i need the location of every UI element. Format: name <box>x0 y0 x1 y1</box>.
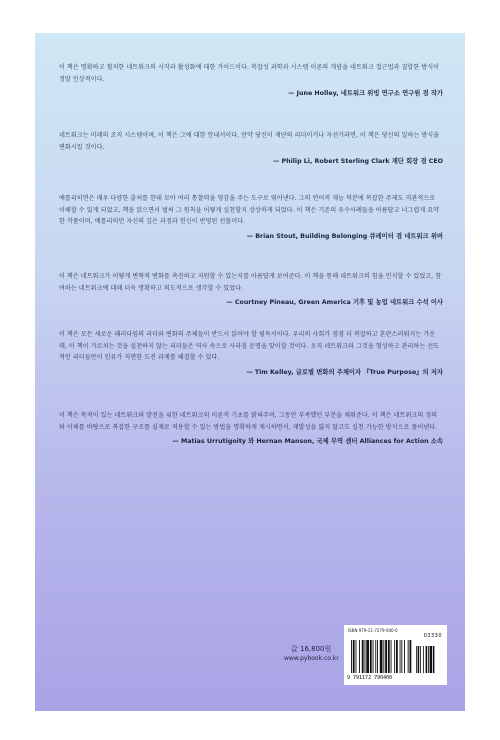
quote-block <box>59 329 443 377</box>
quote-text: 이 책은 네트워크가 어떻게 변혁적 변화를 촉진하고 지원할 수 있는지를 아름답게 보여준다. 이 책을 통해 네트워크의 힘을 인식할 수 있었고, 참여하는 네트워크에 대해 더욱 명확하고 의도적으로 생각할 수 있었다. <box>59 273 442 292</box>
quote-attribution: — Brian Stout, Building Belonging 큐레이터 겸 네트워크 위버 <box>246 232 443 240</box>
quote-text: 네트워크는 미래의 조직 시스템이며, 이 책은 그에 대한 안내서이다. 만약 당신이 재단의 리더이거나 자선가라면, 이 책은 당신의 일하는 방식을 변화시킬 것이다. <box>59 132 440 151</box>
quote-attribution: — Matias Urrutigoity 와 Hernan Manson, 국제 무역 센터 Alliances for Action 소속 <box>172 438 443 445</box>
quote-text: 이 책은 목적이 있는 네트워크와 발전을 위한 네트워크의 이론적 기초를 밝혀주며, 그동안 부족했던 부분을 채워준다. 이 책은 네트워크의 정의와 이해를 바탕으로 복잡한 구조를 실제로 적용할 수 있는 방법을 명확하게 제시하면서, 재발성을 잃지 않고도 실천 가능한 방식으로 풀어낸다. <box>59 412 438 431</box>
quote-block <box>59 62 443 98</box>
quote-attribution: — Tim Kelley, 글로벌 변화의 주체이자 『True Purpose』의 저자 <box>246 368 443 376</box>
quote-attribution: — June Holley, 네트워크 위빙 연구소 연구원 겸 작가 <box>288 90 443 97</box>
quote-text: 이 책은 명확하고 철저한 네트워크의 시작과 활성화에 대한 가이드이다. 복잡성 과학과 시스템 이론의 개념을 네트워크 접근법과 결합한 방식이 정말 인상적이다. <box>59 64 440 83</box>
barcode-addon: 03330 <box>423 633 442 639</box>
quote-text: 예를리히면은 매우 다양한 출처를 한데 모아 여러 통찰력을 영감을 주는 도구로 엮어낸다. 그의 언어적 재능 덕분에 복잡한 주제도 직관적으로 이해할 수 있게 되었고, 책을 읽으면서 벌써 그 원칙을 어떻게 실천할지 상상하게 되었다. 이 책은 기존의 우수사례들을 아름답고 너그럽게 요약한 작품이며, 예를리히먼 자신의 깊은 과정과 헌신이 반영된 선물이다. <box>59 195 440 225</box>
barcode-digits: 9 791172 790400 <box>347 675 393 681</box>
quote-block <box>59 271 443 307</box>
quote-attribution: — Courtney Pineau, Green America 기후 및 농업 네트워크 수석 이사 <box>226 299 443 306</box>
quote-block <box>59 193 443 241</box>
quote-block <box>59 130 443 166</box>
quote-attribution: — Philip Li, Robert Sterling Clark 재단 회장 겸 CEO <box>273 158 443 165</box>
publisher-website: www.pybook.co.kr <box>284 655 339 662</box>
barcode-bars-icon <box>350 640 440 673</box>
isbn-label: ISBN 979-11-7279-040-0 <box>348 628 398 633</box>
price-label: 값 16,800원 <box>291 645 332 653</box>
quote-text: 이 책은 모든 새로운 패러다임의 리더와 변화의 주체들이 반드시 읽어야 할 필독서이다. 우리의 사회가 점점 더 복잡하고 혼란스러워지는 가운데, 이 책이 가르치는 것을 실천하지 않는 리더들은 역사 속으로 사라질 운명을 맞이할 것이다. 오직 네트워크와 그것을 형성하고 관리하는 선도적인 리더들만이 인류가 직면한 도전 과제를 해결할 수 있다. <box>59 331 440 361</box>
quote-block <box>59 410 443 446</box>
isbn-barcode <box>344 625 447 685</box>
back-cover <box>35 33 465 711</box>
